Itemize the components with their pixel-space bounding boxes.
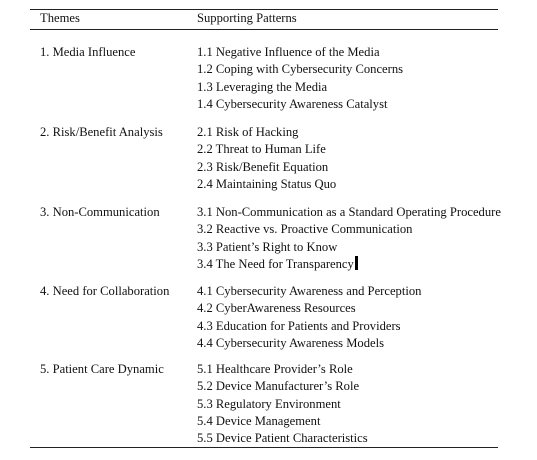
pattern-item: 4.2 CyberAwareness Resources [197, 301, 356, 316]
pattern-item: 5.5 Device Patient Characteristics [197, 431, 368, 446]
pattern-list [197, 204, 501, 273]
table-header-rule [30, 29, 498, 30]
theme-label: 3. Non-Communication [40, 205, 160, 219]
pattern-item: 2.4 Maintaining Status Quo [197, 176, 337, 191]
pattern-list [197, 361, 368, 447]
header-themes: Themes [40, 11, 80, 25]
theme-label: 2. Risk/Benefit Analysis [40, 125, 163, 139]
pattern-list [197, 124, 336, 193]
pattern-item: 3.3 Patient’s Right to Know [197, 239, 338, 254]
theme-label: 5. Patient Care Dynamic [40, 362, 164, 376]
pattern-item: 4.3 Education for Patients and Providers [197, 318, 401, 333]
pattern-item: 2.3 Risk/Benefit Equation [197, 159, 329, 174]
pattern-item: 3.1 Non-Communication as a Standard Operating Procedure [197, 205, 501, 219]
pattern-item: 2.1 Risk of Hacking [197, 125, 299, 139]
pattern-item: 4.4 Cybersecurity Awareness Models [197, 335, 385, 350]
pattern-item: 1.3 Leveraging the Media [197, 79, 328, 94]
pattern-item: 5.1 Healthcare Provider’s Role [197, 362, 353, 376]
pattern-item: 4.1 Cybersecurity Awareness and Perception [197, 284, 422, 298]
pattern-item: 1.4 Cybersecurity Awareness Catalyst [197, 96, 388, 111]
pattern-item: 5.3 Regulatory Environment [197, 396, 341, 411]
theme-label: 1. Media Influence [40, 45, 136, 59]
pattern-item: 1.1 Negative Influence of the Media [197, 45, 380, 59]
pattern-list [197, 44, 403, 113]
pattern-item: 3.2 Reactive vs. Proactive Communication [197, 222, 413, 237]
text-cursor [355, 256, 358, 270]
pattern-item: 5.2 Device Manufacturer’s Role [197, 379, 360, 394]
theme-label: 4. Need for Collaboration [40, 284, 170, 298]
pattern-item: 3.4 The Need for Transparency [197, 256, 354, 271]
header-supporting-patterns: Supporting Patterns [197, 11, 297, 25]
table-bottom-rule [30, 447, 498, 448]
pattern-item-with-cursor [197, 256, 501, 273]
pattern-item: 5.4 Device Management [197, 413, 321, 428]
pattern-item: 2.2 Threat to Human Life [197, 142, 326, 157]
pattern-list [197, 283, 421, 352]
pattern-item: 1.2 Coping with Cybersecurity Concerns [197, 62, 404, 77]
